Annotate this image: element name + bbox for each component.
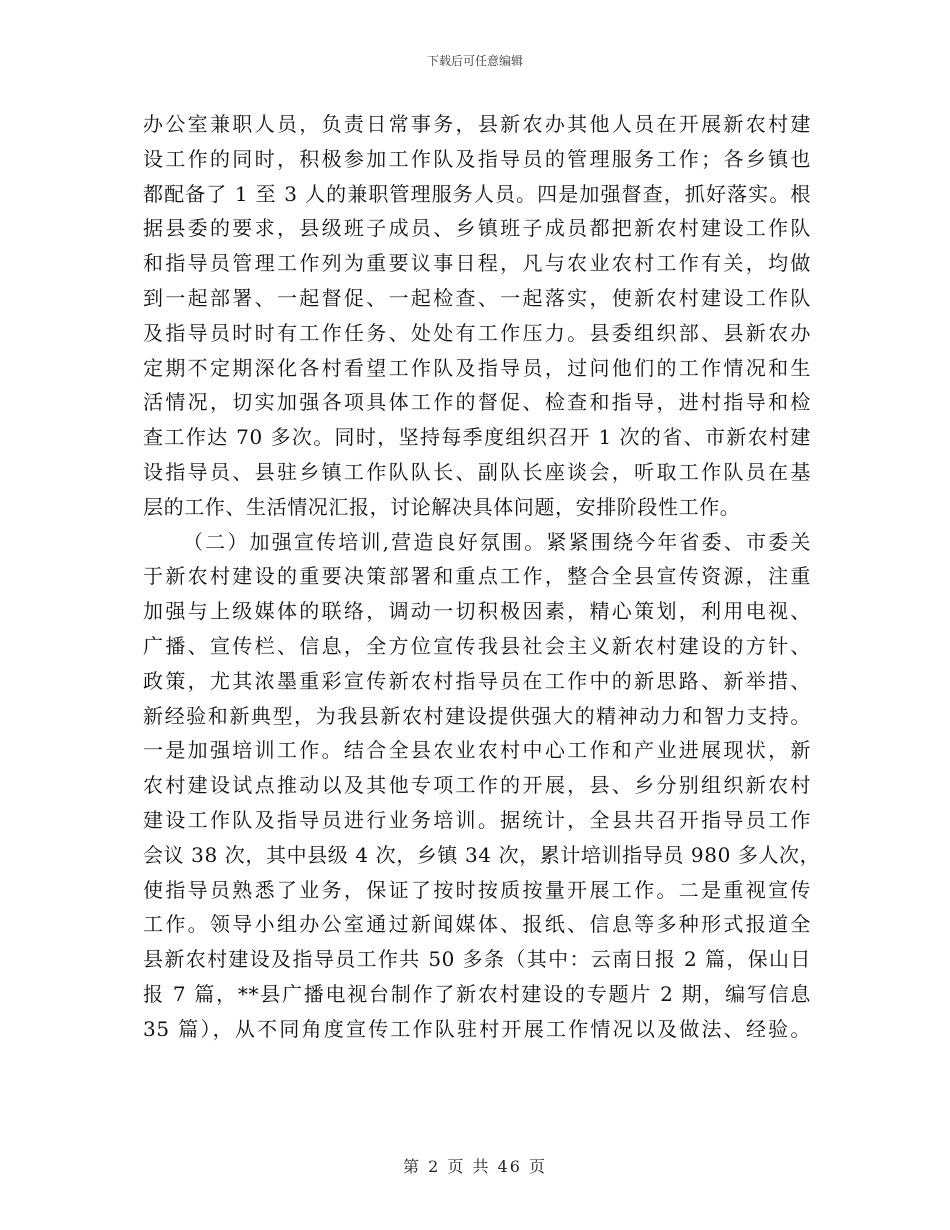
text-line: （二）加强宣传培训,营造良好氛围。紧紧围绕今年省委、市委关 bbox=[183, 529, 811, 554]
text-line: 和指导员管理工作列为重要议事日程，凡与农业农村工作有关，均做 bbox=[143, 251, 811, 276]
page-footer: 第 2 页 共 46 页 bbox=[403, 1157, 547, 1176]
document-body bbox=[143, 107, 821, 1047]
text-line: 于新农村建设的重要决策部署和重点工作，整合全县宣传资源，注重 bbox=[143, 564, 811, 589]
text-line: 及指导员时时有工作任务、处处有工作压力。县委组织部、县新农办 bbox=[143, 320, 811, 345]
text-line: 新经验和新典型，为我县新农村建设提供强大的精神动力和智力支持。 bbox=[143, 703, 811, 728]
text-line: 都配备了 1 至 3 人的兼职管理服务人员。四是加强督查，抓好落实。根 bbox=[143, 181, 811, 206]
text-line: 层的工作、生活情况汇报，讨论解决具体问题，安排阶段性工作。 bbox=[143, 494, 741, 519]
text-line: 使指导员熟悉了业务，保证了按时按质按量开展工作。二是重视宣传 bbox=[143, 877, 811, 902]
text-line: 活情况，切实加强各项具体工作的督促、检查和指导，进村指导和检 bbox=[143, 390, 811, 415]
text-line: 到一起部署、一起督促、一起检查、一起落实，使新农村建设工作队 bbox=[143, 285, 811, 310]
text-line: 据县委的要求，县级班子成员、乡镇班子成员都把新农村建设工作队 bbox=[143, 216, 811, 241]
text-line: 农村建设试点推动以及其他专项工作的开展，县、乡分别组织新农村 bbox=[143, 773, 811, 798]
text-line: 广播、宣传栏、信息，全方位宣传我县社会主义新农村建设的方针、 bbox=[143, 633, 811, 658]
text-line: 加强与上级媒体的联络，调动一切积极因素，精心策划，利用电视、 bbox=[143, 599, 811, 624]
page-header: 下载后可任意编辑 bbox=[426, 54, 523, 68]
text-line: 建设工作队及指导员进行业务培训。据统计，全县共召开指导员工作 bbox=[143, 807, 811, 832]
text-line: 一是加强培训工作。结合全县农业农村中心工作和产业进展现状，新 bbox=[143, 738, 811, 763]
text-line: 政策，尤其浓墨重彩宣传新农村指导员在工作中的新思路、新举措、 bbox=[143, 668, 811, 693]
text-line: 会议 38 次，其中县级 4 次，乡镇 34 次，累计培训指导员 980 多人次， bbox=[143, 842, 821, 867]
text-line: 设指导员、县驻乡镇工作队队长、副队长座谈会，听取工作队员在基 bbox=[143, 459, 811, 484]
text-line: 查工作达 70 多次。同时，坚持每季度组织召开 1 次的省、市新农村建 bbox=[143, 425, 811, 450]
text-line: 设工作的同时，积极参加工作队及指导员的管理服务工作；各乡镇也 bbox=[143, 146, 811, 171]
text-line: 工作。领导小组办公室通过新闻媒体、报纸、信息等多种形式报道全 bbox=[143, 912, 811, 937]
text-line: 35 篇），从不同角度宣传工作队驻村开展工作情况以及做法、经验。 bbox=[143, 1016, 811, 1041]
text-line: 报 7 篇，**县广播电视台制作了新农村建设的专题片 2 期，编写信息 bbox=[143, 981, 811, 1006]
text-line: 办公室兼职人员，负责日常事务，县新农办其他人员在开展新农村建 bbox=[143, 112, 811, 136]
text-line: 县新农村建设及指导员工作共 50 多条（其中：云南日报 2 篇，保山日 bbox=[143, 947, 811, 972]
text-line: 定期不定期深化各村看望工作队及指导员，过问他们的工作情况和生 bbox=[143, 355, 811, 380]
